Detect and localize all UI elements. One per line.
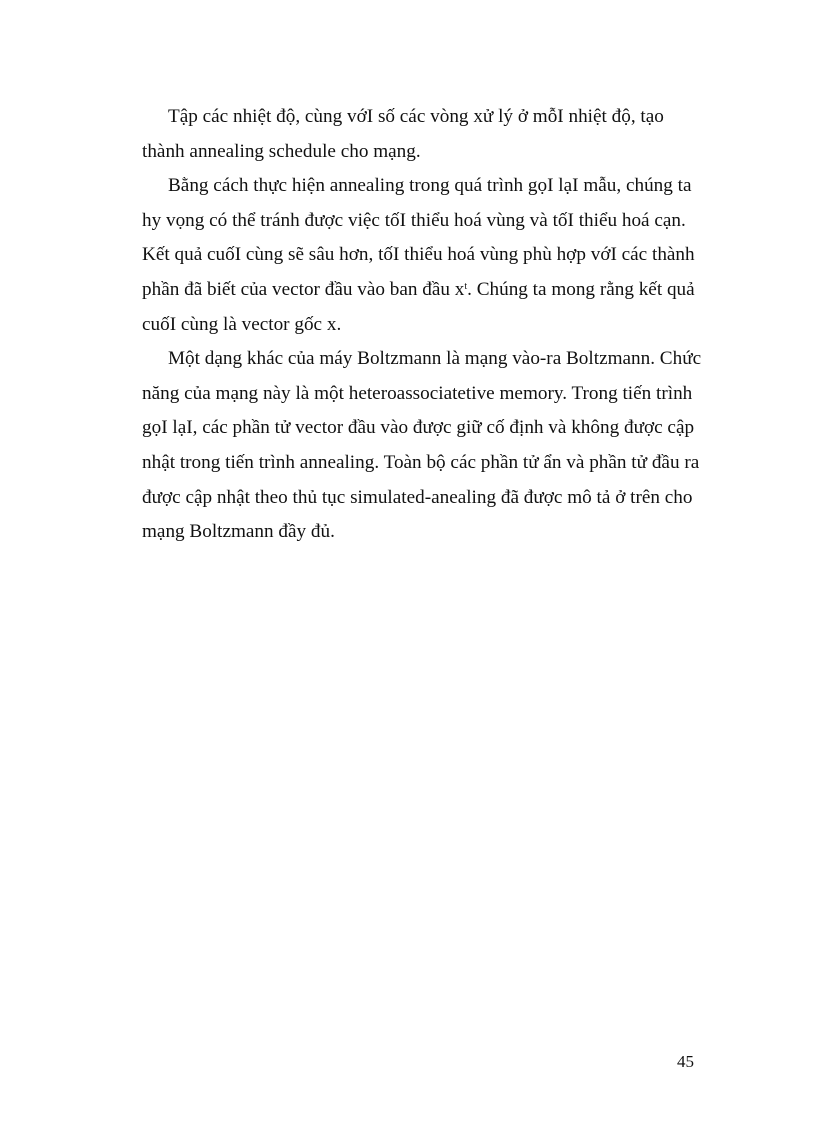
page-number: 45 bbox=[677, 1052, 694, 1071]
paragraph-2-line-3: Kết quả cuốI cùng sẽ sâu hơn, tốI thiểu hoá vùng phù hợp vớI các thành bbox=[142, 244, 695, 266]
superscript-t: t bbox=[464, 280, 468, 292]
paragraph-2-line-4-after: . Chúng ta mong rằng kết quả bbox=[467, 278, 695, 300]
paragraph-3-line-3: gọI lạI, các phần tử vector đầu vào được giữ cố định và không được cập bbox=[142, 417, 695, 439]
paragraph-2-line-2: hy vọng có thể tránh được việc tốI thiểu hoá vùng và tốI thiểu hoá cạn. bbox=[142, 209, 686, 231]
paragraph-2-line-5: cuốI cùng là vector gốc x. bbox=[142, 313, 342, 335]
paragraph-2-line-4-before: phần đã biết của vector đầu vào ban đầu x bbox=[142, 278, 465, 300]
paragraph-3-line-2: năng của mạng này là một heteroassociatetive memory. Trong tiến trình bbox=[142, 382, 693, 404]
paragraph-3-line-5: được cập nhật theo thủ tục simulated-anealing đã được mô tả ở trên cho bbox=[142, 486, 693, 508]
paragraph-3-line-6: mạng Boltzmann đầy đủ. bbox=[142, 521, 335, 543]
paragraph-3-line-4: nhật trong tiến trình annealing. Toàn bộ các phần tử ẩn và phần tử đầu ra bbox=[142, 451, 700, 473]
paragraph-1-line-2: thành annealing schedule cho mạng. bbox=[142, 140, 421, 162]
paragraph-1-line-1: Tập các nhiệt độ, cùng vớI số các vòng xử lý ở mỗI nhiệt độ, tạo bbox=[168, 106, 664, 127]
body-text bbox=[142, 100, 702, 550]
paragraph-2-line-1: Bằng cách thực hiện annealing trong quá trình gọI lạI mẫu, chúng ta bbox=[168, 175, 692, 197]
paragraph-2-line-4 bbox=[142, 273, 702, 308]
paragraph-3-line-1: Một dạng khác của máy Boltzmann là mạng vào-ra Boltzmann. Chức bbox=[168, 348, 702, 370]
